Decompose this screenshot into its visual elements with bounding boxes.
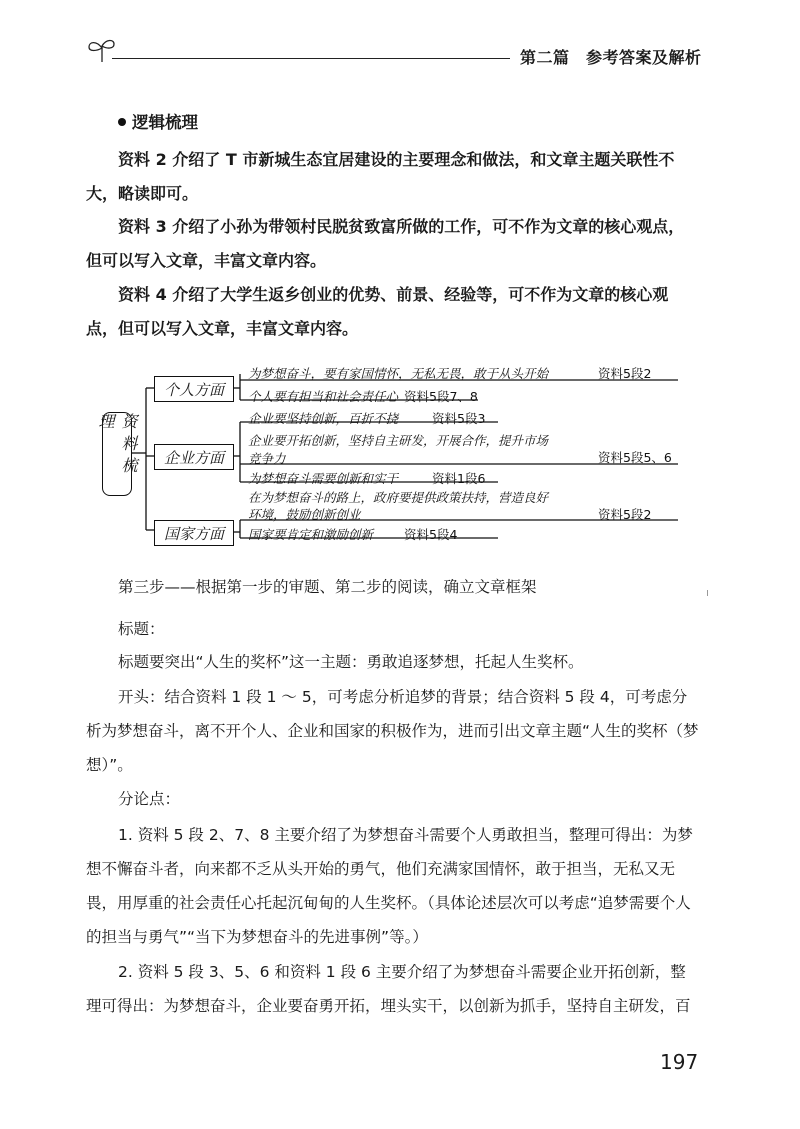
branch-state: 国家方面 — [154, 520, 234, 546]
leaf-text-cont: 竞争力 — [248, 451, 286, 466]
sprout-icon — [86, 36, 118, 64]
step3-title: 第三步——根据第一步的审题、第二步的阅读，确立文章框架 — [118, 578, 537, 596]
paragraph-material-2: 资料 2 介绍了 T 市新城生态宜居建设的主要理念和做法，和文章主题关联性不大，略读即可。 — [86, 150, 675, 203]
mindmap — [98, 360, 698, 550]
title-label: 标题： — [118, 620, 165, 638]
leaf-text-cont: 环境，鼓励创新创业 — [248, 507, 361, 522]
header-rule — [112, 58, 510, 59]
leaf-text: 企业要坚持创新，百折不挠 — [248, 411, 399, 426]
margin-mark — [707, 590, 708, 596]
paragraph-material-3: 资料 3 介绍了小孙为带领村民脱贫致富所做的工作，可不作为文章的核心观点，但可以写入文章，丰富文章内容。 — [86, 217, 685, 270]
leaf-text: 为梦想奋斗，要有家国情怀，无私无畏，敢于从头开始 — [248, 366, 549, 381]
page-number: 197 — [660, 1050, 699, 1074]
points-label: 分论点： — [118, 790, 181, 808]
leaf-source: 资料5段4 — [404, 527, 458, 542]
opening-paragraph: 开头：结合资料 1 段 1 ～ 5，可考虑分析追梦的背景；结合资料 5 段 4，可考虑分析为梦想奋斗，离不开个人、企业和国家的积极作为，进而引出文章主题“人生的奖杯（梦想）”。 — [86, 688, 699, 774]
leaf-text: 为梦想奋斗需要创新和实干 — [248, 471, 399, 486]
leaf-source: 资料5段5、6 — [598, 450, 672, 465]
leaf-source: 资料5段2 — [598, 507, 652, 522]
leaf-text: 个人要有担当和社会责任心 — [248, 389, 399, 404]
paragraph-material-4: 资料 4 介绍了大学生返乡创业的优势、前景、经验等，可不作为文章的核心观点，但可以写入文章，丰富文章内容。 — [86, 285, 669, 338]
branch-enterprise: 企业方面 — [154, 444, 234, 470]
bullet-icon — [118, 118, 126, 126]
point-2-paragraph: 2. 资料 5 段 3、5、6 和资料 1 段 6 主要介绍了为梦想奋斗需要企业开拓创新，整理可得出：为梦想奋斗，企业要奋勇开拓，埋头实干，以创新为抓手，坚持自主研发，百 — [86, 963, 691, 1015]
leaf-text: 在为梦想奋斗的路上，政府要提供政策扶持，营造良好 — [248, 490, 549, 505]
running-header: 第二篇 参考答案及解析 — [520, 48, 702, 67]
branch-personal: 个人方面 — [154, 376, 234, 402]
mindmap-root: 资料梳理 — [102, 412, 132, 496]
point-1-paragraph: 1. 资料 5 段 2、7、8 主要介绍了为梦想奋斗需要个人勇敢担当，整理可得出：为梦想不懈奋斗者，向来都不乏从头开始的勇气，他们充满家国情怀，敢于担当，无私又无畏，用厚重的社会责任心托起沉甸甸的人生奖杯。（具体论述层次可以考虑“追梦需要个人的担当与勇气”“当下为梦想奋斗的先进事例”等。） — [86, 826, 693, 946]
leaf-source: 资料5段3 — [432, 411, 486, 426]
leaf-source: 资料5段7、8 — [404, 389, 478, 404]
leaf-text: 国家要肯定和激励创新 — [248, 527, 374, 542]
title-paragraph: 标题要突出“人生的奖杯”这一主题：勇敢追逐梦想，托起人生奖杯。 — [118, 653, 584, 671]
leaf-source: 资料1段6 — [432, 471, 486, 486]
leaf-text: 企业要开拓创新，坚持自主研发，开展合作，提升市场 — [248, 433, 549, 448]
section-heading: 逻辑梳理 — [118, 109, 198, 133]
leaf-source: 资料5段2 — [598, 366, 652, 381]
